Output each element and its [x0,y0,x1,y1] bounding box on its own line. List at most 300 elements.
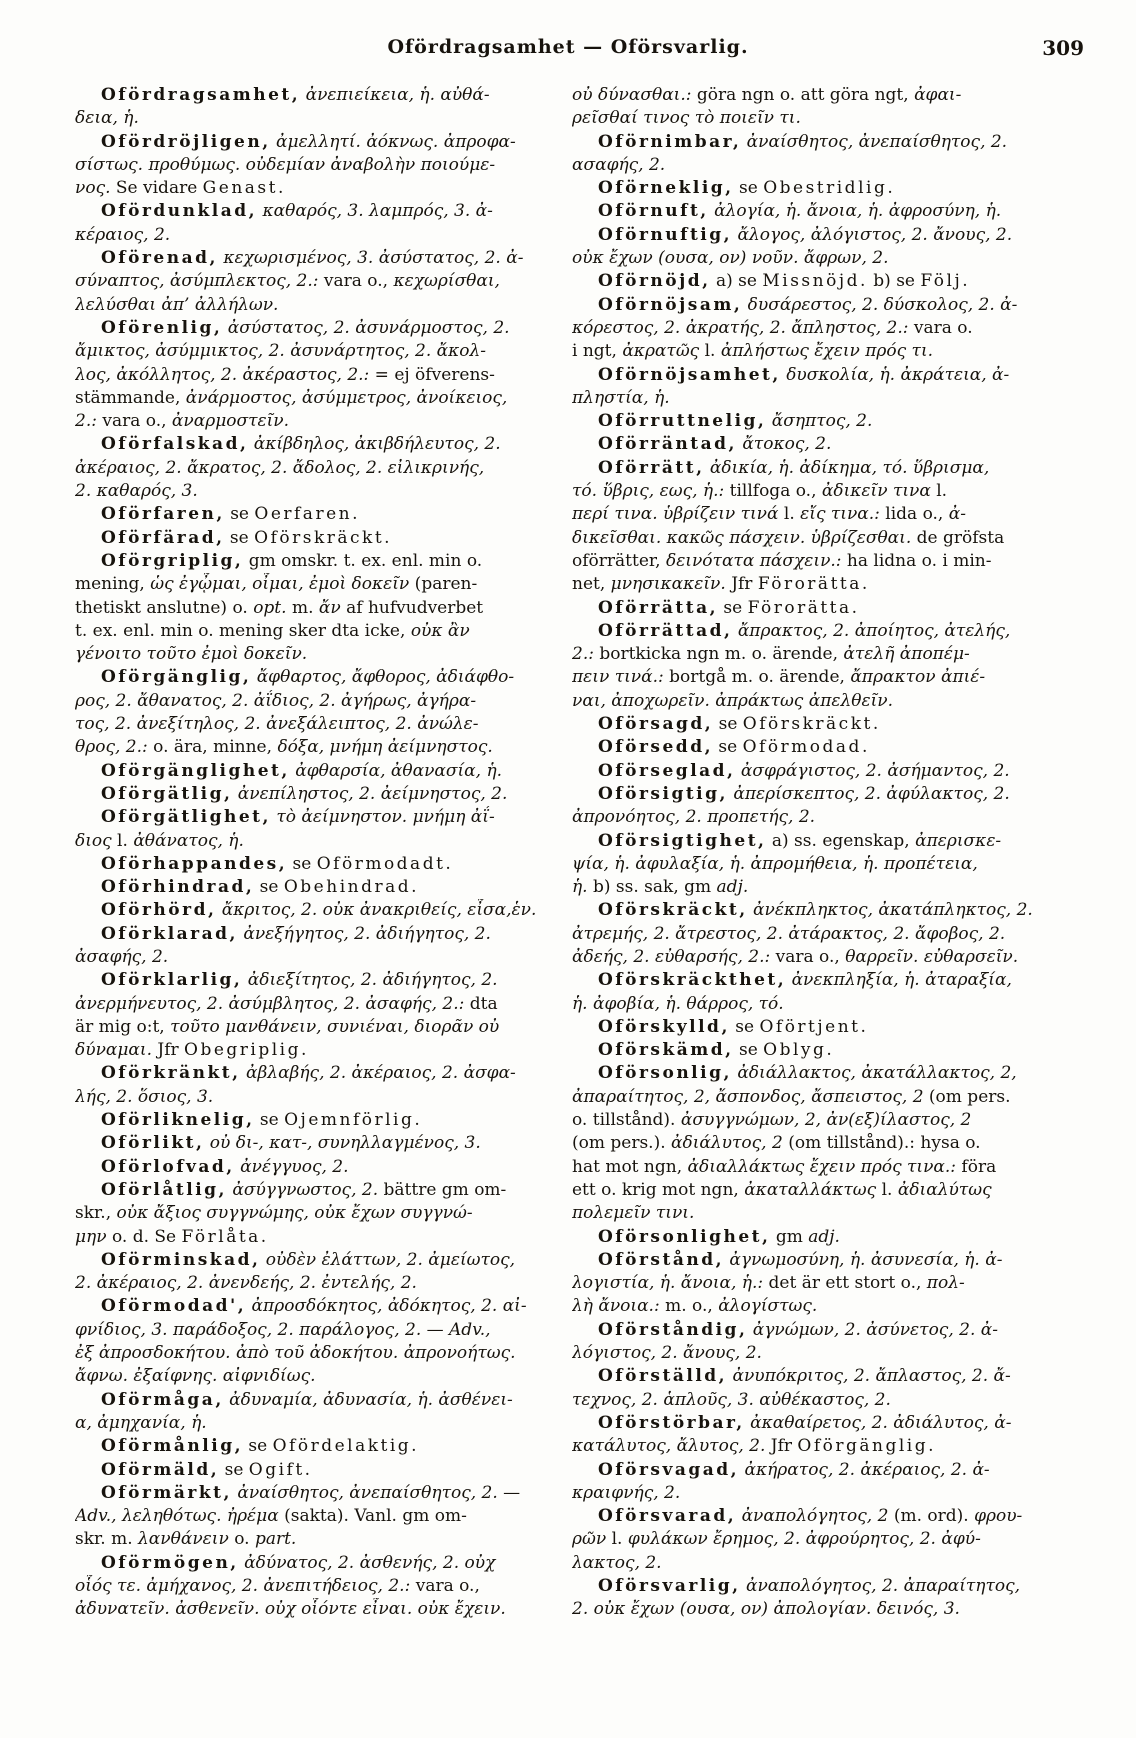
roman-text: skr. m. [75,1529,139,1550]
entry-line [75,1179,560,1202]
crossref-target: Oerfaren. [254,504,360,525]
text-line [75,1528,560,1551]
crossref-target: Följ. [920,271,971,292]
roman-text: vara o., [318,271,394,292]
entry-line [75,1062,560,1085]
greek-text: ἄν [318,597,341,618]
headword: Ofördragsamhet, [101,85,301,105]
greek-text: δύναμαι. [75,1040,152,1061]
roman-text: vara o., [96,411,172,432]
greek-text: σύναπτος, ἀσύμπλεκτος, 2.: [75,271,319,292]
entry-line [75,433,560,456]
greek-text: ἀνεξήγητος, 2. ἀδιήγητος, 2. [237,923,491,944]
entry-line [572,200,1104,223]
text-line [572,1598,1104,1621]
entry-line [75,550,560,573]
text-line [572,1179,1104,1202]
entry-line [75,666,560,689]
greek-text: ἀδικία, ἡ. ἀδίκημα, τό. ὕβρισμα, [704,457,990,478]
greek-text: ἀναίσθητος, ἀνεπαίσθητος, 2. [231,1482,498,1503]
roman-text: stämmande, [75,387,186,408]
greek-text: ὡς ἐγᾦμαι, οἶμαι, ἐμοὶ δοκεῖν [150,574,410,595]
text-line [572,317,1104,340]
roman-text: se [718,597,748,618]
greek-text: ψία, ἡ. ἀφυλαξία, ἡ. ἀπρομήθεια, ἡ. προπέτεια, [572,853,978,874]
roman-text: ej öfverens- [388,364,495,385]
headword: Oförskämd, [598,1040,734,1061]
entry-line [572,294,1104,317]
greek-text: ἀσφράγιστος, 2. ἀσήμαντος, 2. [735,760,1010,781]
greek-text: ἄφνω. ἐξαίφνης. αἰφνιδίως. [75,1366,316,1387]
roman-text: se [224,527,255,548]
greek-text: ἀνερμήνευτος, 2. ἀσύμβλητος, 2. ἀσαφής, 2.: [75,993,465,1014]
roman-text: Jfr [765,1436,798,1457]
text-line [572,806,1104,829]
entry-line [75,84,560,107]
headword: Oförsigtighet, [598,830,767,851]
text-line [572,946,1104,969]
text-line [75,177,560,200]
roman-text: l. [778,504,801,525]
entry-line [572,1062,1104,1085]
text-line [75,620,560,643]
entry-line [75,1482,560,1505]
greek-text: ἀμελλητί. ἀόκνως. ἀπροφα- [270,131,516,152]
greek-text: ἀκρατῶς [622,341,700,362]
crossref-target: Missnöjd. [762,271,868,292]
page-title: Ofördragsamhet — Oförsvarlig. [387,36,749,58]
greek-text: Adv., λεληθότως. ἠρέμα [75,1506,279,1527]
text-line [572,666,1104,689]
greek-text: λανθάνειν [138,1529,229,1550]
greek-text: ἀνυπόκριτος, 2. ἄπλαστος, 2. ἄ- [727,1366,1011,1387]
roman-text: tillfoga o., [724,481,822,502]
entry-line [572,620,1104,643]
headword: Ofördunklad, [101,201,258,222]
greek-text: ἀσαφής, 2. [75,946,169,967]
headword: Oförruttnelig, [598,411,767,432]
headword: Oförräntad, [598,434,737,455]
greek-text: δεια, ἡ. [75,108,139,129]
entry-line [75,783,560,806]
greek-text: ρος, 2. ἄθανατος, 2. ἀΐδιος, 2. ἀγήρως, ἀγήρα- [75,690,477,711]
roman-text: lida o., [879,504,949,525]
greek-text: λογιστία, ἡ. ἄνοια, ἡ.: [572,1273,764,1294]
headword: Oförenad, [101,248,218,269]
greek-text: ἄμικτος, ἀσύμμικτος, 2. ἀσυνάρτητος, 2. ἄκολ- [75,341,487,362]
headword: Oförfärad, [101,527,225,548]
text-line [75,1086,560,1109]
greek-text: part. [254,1529,297,1550]
headword: Oförnöjsam, [598,294,743,315]
entry-line [572,1412,1104,1435]
roman-text: m. o., [659,1296,719,1317]
roman-text: se [219,1459,249,1480]
headword: Oförskräckthet, [598,970,787,991]
greek-text: πληστία, ἡ. [572,387,670,408]
roman-text: gm [770,1226,809,1247]
headword: Oförmäld, [101,1459,220,1480]
greek-text: τεχνος, 2. ἁπλοῦς, 3. αὐθέκαστος, 2. [572,1389,891,1410]
greek-text: ἀναπολόγητος, 2. ἀπαραίτητος, [740,1576,1021,1596]
entry-line [572,1016,1104,1039]
greek-text: ἀγνωμοσύνη, ἡ. ἀσυνεσία, ἡ. ἀ- [724,1249,1003,1270]
roman-text: bättre gm om- [378,1179,507,1200]
text-line [572,853,1104,876]
greek-text: 2.: [572,644,594,665]
headword: Oförhörd, [101,900,217,921]
greek-text: τοῦτο μανθάνειν, συνιέναι, διορᾶν οὐ [170,1016,500,1037]
greek-text: τό. ὕβρις, εως, ἡ.: [572,481,725,502]
entry-line [75,899,560,922]
entry-line [75,1132,560,1155]
roman-text: vara o. [908,317,973,338]
greek-text: ἀσυγγνώμων, 2, ἀν(εξ)ίλαστος, 2 [680,1110,972,1131]
greek-text: ἀτρεμής, 2. ἄτρεστος, 2. ἀτάρακτος, 2. ἄφοβος, 2. [572,923,1006,944]
roman-text: se [224,504,255,525]
headword: Oförnuftig, [598,224,733,245]
text-line [75,364,560,387]
greek-text: κεχωρίσθαι, [393,271,500,292]
headword: Oförnuft, [598,201,709,222]
text-line [572,1342,1104,1365]
greek-text: ἄλογος, ἀλόγιστος, 2. ἄνους, 2. [732,224,1013,245]
headword: Oförskräckt, [598,900,748,921]
roman-text: vara o., [770,946,846,967]
entry-line [75,200,560,223]
crossref-target: Oförskräckt. [742,714,881,735]
text-line [75,270,560,293]
greek-text: ἀνεπίληστος, 2. ἀείμνηστος, 2. [232,783,508,804]
greek-text: ἄφθαρτος, ἄφθορος, ἀδιάφθο- [251,667,515,688]
text-line [572,876,1104,899]
greek-text: γένοιτο τοῦτο ἐμοὶ δοκεῖν. [75,644,308,665]
entry-line [572,457,1104,480]
text-line [75,946,560,969]
roman-text: (om pers. [923,1086,1011,1107]
entry-line [572,433,1104,456]
crossref-target: Förlåta. [181,1226,269,1247]
entry-line [572,760,1104,783]
greek-text: οἷός τε. ἀμήχανος, 2. ἀνεπιτήδειος, 2.: [75,1576,411,1596]
text-line [75,1598,560,1621]
running-head [0,0,1136,84]
text-line [572,503,1104,526]
headword: Oförrätta, [598,597,719,618]
greek-text: τὸ ἀείμνηστον. μνήμη ἀΐ- [270,807,495,828]
headword: Oförfaren, [101,504,225,525]
greek-text: ἐξ ἀπροσδοκήτου. ἀπὸ τοῦ ἀδοκήτου. ἀπρονοήτως. [75,1343,516,1364]
entry-line [75,806,560,829]
headword: Oförfalskad, [101,434,249,455]
greek-text: ἀθάνατος, ἡ. [133,830,244,851]
crossref-target: Ojemnförlig. [284,1110,423,1131]
greek-text: μην [75,1226,107,1247]
entry-line [75,1552,560,1575]
greek-text: λόγιστος, 2. ἄνους, 2. [572,1343,762,1364]
greek-text: φρου- [974,1506,1023,1527]
headword: Oförgänglig, [101,667,252,688]
greek-text: Adv., [449,1319,491,1340]
greek-text: ἄπρακτος, 2. ἀποίητος, ἀτελής, [732,620,1011,641]
greek-text: ρῶν [572,1529,607,1550]
roman-text: se [733,1040,764,1061]
greek-text: κεχωρισμένος, 3. ἀσύστατος, 2. ἀ- [217,248,524,269]
crossref-target: Oförskräckt. [254,527,393,548]
entry-line [572,1575,1104,1598]
greek-text: ἀνέκπληκτος, ἀκατάπληκτος, 2. [747,900,1033,921]
greek-text: ἀναίσθητος, ἀνεπαίσθητος, 2. [741,131,1008,152]
roman-text: — [421,1319,450,1340]
roman-text: se [287,853,317,874]
text-line [75,993,560,1016]
greek-text: ἄκριτος, 2. οὐκ ἀνακριθείς, εἶσα,ἑν. [216,900,537,921]
greek-text: adj. [716,877,749,898]
greek-text: πολεμεῖν τινι. [572,1203,695,1224]
greek-text: καθαρός, 3. λαμπρός, 3. ἀ- [257,201,493,222]
headword: Oförmodad', [101,1296,247,1317]
greek-text: ασαφής, 2. [572,154,666,175]
headword: Oförenlig, [101,317,223,338]
greek-text: ἀκίβδηλος, ἀκιβδήλευτος, 2. [248,434,501,455]
column-left [75,84,560,1622]
text-line [75,1575,560,1598]
greek-text: δόξα, μνήμη ἀείμνηστος. [277,737,493,758]
greek-text: ἀσύστατος, 2. ἀσυνάρμοστος, 2. [222,317,510,338]
roman-text: se [713,737,743,758]
headword: Oförstörbar, [598,1412,745,1433]
greek-text: οὐδὲν ἐλάττων, 2. ἀμείωτος, [260,1249,516,1270]
text-line [75,830,560,853]
headword: Oförmånlig, [101,1436,244,1457]
headword: Oförskylld, [598,1016,730,1037]
roman-text: ett o. krig mot ngn, [572,1179,745,1200]
roman-text: dta [464,993,498,1014]
headword: Oförmärkt, [101,1482,232,1503]
roman-text: skr., [75,1203,117,1224]
entry-line [75,1109,560,1132]
greek-text: νος. [75,178,111,199]
text-line [572,247,1104,270]
entry-line [572,224,1104,247]
greek-text: ἀναπολόγητος, 2 [736,1506,889,1527]
greek-text: κατάλυτος, ἄλυτος, 2. [572,1436,766,1457]
greek-text: λακτος, 2. [572,1552,662,1573]
roman-text: thetiskt anslutne) o. [75,597,254,618]
greek-text: κέραιος, 2. [75,224,171,245]
entry-line [572,270,1104,293]
roman-text: o. ära, minne, [147,737,278,758]
roman-text: Se vidare [110,178,203,199]
entry-line [572,783,1104,806]
greek-text: ἀδύνατος, 2. ἀσθενής, 2. οὐχ [238,1552,496,1573]
greek-text: μνησικακεῖν. [610,574,726,595]
greek-text: οὐκ ἂν [410,620,470,641]
greek-text: ἀπροσδόκητος, ἀδόκητος, 2. αἰ- [246,1296,527,1317]
crossref-target: Obehindrad. [283,877,420,898]
greek-text: ἡ. [572,877,588,898]
greek-text: οὐκ ἔχων (ουσα, ον) νοῦν. ἄφρων, 2. [572,248,889,269]
roman-text: l. [111,830,134,851]
text-line [572,1295,1104,1318]
crossref-target: Genast. [202,178,286,199]
entry-line [75,969,560,992]
entry-line [75,1295,560,1318]
text-line [572,340,1104,363]
greek-text: τος, 2. ἀνεξίτηλος, 2. ἀνεξάλειπτος, 2. ἀνώλε- [75,714,479,735]
text-line [75,1319,560,1342]
entry-line [572,364,1104,387]
greek-text: ἀπλήστως ἔχειν πρός τι. [720,341,934,362]
greek-text: λελύσθαι ἀπ’ ἀλλήλων. [75,294,279,315]
crossref-target: Förorätta. [757,574,870,595]
entry-line [572,1226,1104,1249]
entry-line [572,713,1104,736]
headword: Oförnimbar, [598,131,742,152]
headword: Oförliknelig, [101,1110,255,1131]
text-line [75,597,560,620]
text-line [572,1156,1104,1179]
headword: Oförhindrad, [101,877,255,898]
headword: Oförnöjd, [598,271,711,292]
headword: Oförhappandes, [101,853,288,874]
text-line [572,107,1104,130]
greek-text: ἡ. ἀφοβία, ἡ. θάρρος, τό. [572,993,784,1014]
greek-text: ἀπερίσκεπτος, 2. ἀφύλακτος, 2. [727,783,1010,804]
text-line [572,1435,1104,1458]
headword: Oförstånd, [598,1249,725,1270]
roman-text: se [243,1436,273,1457]
text-line [572,480,1104,503]
greek-text: ἀδιαλλάκτως ἔχειν πρός τινα.: [687,1156,957,1177]
headword: Oförklarlig, [101,970,243,991]
headword: Oförställd, [598,1366,728,1387]
headword: Oförgriplig, [101,550,244,571]
crossref-target: Ofördelaktig. [272,1436,420,1457]
text-line [572,1272,1104,1295]
entry-line [75,876,560,899]
greek-text: ἀβλαβής, 2. ἀκέραιος, 2. ἀσφα- [240,1063,516,1084]
text-line [572,993,1104,1016]
text-line [75,457,560,480]
greek-text: ἀδικεῖν τινα [821,481,931,502]
entry-line [572,969,1104,992]
roman-text: det är ett stort o., [763,1273,927,1294]
greek-text: ἀκαταλλάκτως [744,1179,877,1200]
roman-text: ha lidna o. i min- [841,550,992,571]
greek-text: περί τινα. ὑβρίζειν τινά [572,504,779,525]
roman-text: l. [606,1529,628,1550]
entry-line [572,1039,1104,1062]
greek-text: adj. [808,1226,840,1247]
entry-line [572,597,1104,620]
greek-text: φυλάκων ἔρημος, 2. ἀφρούρητος, 2. ἀφύ- [627,1529,981,1550]
text-line [572,387,1104,410]
greek-text: ἀνάρμοστος, ἀσύμμετρος, ἀνοίκειος, [185,387,508,408]
greek-text: εἴς τινα.: [800,504,880,525]
text-line [75,1342,560,1365]
roman-text: b) se [867,271,921,292]
headword: Oförneklig, [598,178,734,199]
roman-text: är mig o:t, [75,1016,171,1037]
headword: Oförgätlig, [101,783,233,804]
greek-text: ἀκέραιος, 2. ἄκρατος, 2. ἄδολος, 2. εἰλικρινής, [75,457,485,478]
headword: Oförsonlig, [598,1063,732,1084]
text-line [572,1109,1104,1132]
greek-text: ἀφθαρσία, ἀθανασία, ἡ. [289,760,503,781]
roman-text: (paren- [409,574,478,595]
entry-line [572,1459,1104,1482]
headword: Oförsvarlig, [598,1576,741,1596]
text-line [75,1365,560,1388]
headword: Oförsonlighet, [598,1226,771,1247]
text-line [75,1272,560,1295]
roman-text: af hufvudverbet [340,597,484,618]
headword: Oförrättad, [598,620,733,641]
greek-text: ἀδυναμία, ἀδυνασία, ἡ. ἀσθένει- [223,1389,513,1410]
roman-text: bortkicka ngn m. o. ärende, [593,644,844,665]
roman-text: föra [956,1156,997,1177]
entry-line [75,1459,560,1482]
text-line [75,1505,560,1528]
roman-text: a) ss. egenskap, [766,830,916,851]
column-right [572,84,1104,1622]
greek-text: οὐ δύνασθαι.: [572,85,692,105]
greek-text: ἀπερισκε- [915,830,1002,851]
entry-line [572,1365,1104,1388]
roman-text: l. [930,481,948,502]
headword: Oförsagd, [598,714,714,735]
greek-text: λὴ ἄνοια.: [572,1296,660,1317]
text-line [572,923,1104,946]
roman-text: se [733,178,764,199]
entry-line [572,1505,1104,1528]
headword: Oförsigtig, [598,783,728,804]
roman-text: Jfr [725,574,758,595]
greek-text: δεινότατα πάσχειν.: [665,550,842,571]
text-line [75,387,560,410]
headword: Oförlikt, [101,1133,205,1154]
roman-text: (sakta). Vanl. gm om- [278,1506,467,1527]
text-line [75,480,560,503]
text-line [572,1132,1104,1155]
roman-text: (om tillstånd).: hysa o. [782,1133,981,1154]
roman-text: hat mot ngn, [572,1156,688,1177]
text-line [75,340,560,363]
greek-text: ναι, ἀποχωρεῖν. ἀπράκτως ἀπελθεῖν. [572,690,894,711]
greek-text: δυσκολία, ἡ. ἀκράτεια, ἀ- [780,364,1010,385]
greek-text: ἀκαθαίρετος, 2. ἀδιάλυτος, ἀ- [744,1412,1012,1433]
greek-text: οὐκ ἄξιος συγγνώμης, οὐκ ἔχων συγγνώ- [116,1203,473,1224]
greek-text: κόρεστος, 2. ἀκρατής, 2. ἄπληστος, 2.: [572,317,909,338]
roman-text: de gröfsta [911,527,1005,548]
entry-line [75,317,560,340]
headword: Oförnöjsamhet, [598,364,781,385]
roman-text: t. ex. enl. min o. mening sker dta icke, [75,620,411,641]
greek-text: ἀλογίστως. [718,1296,818,1317]
greek-text: 2. καθαρός, 3. [75,481,198,502]
roman-text: Jfr [151,1040,185,1061]
greek-text: 2. ἀκέραιος, 2. ἀνενδεής, 2. ἐντελής, 2. [75,1273,417,1294]
roman-text: b) ss. sak, gm [587,877,717,898]
entry-line [572,830,1104,853]
greek-text: ἀδιάλυτος, 2 [671,1133,783,1154]
text-line [75,1202,560,1225]
text-line [572,154,1104,177]
text-line [75,107,560,130]
roman-text: se [254,877,284,898]
crossref-target: Ogift. [248,1459,313,1480]
